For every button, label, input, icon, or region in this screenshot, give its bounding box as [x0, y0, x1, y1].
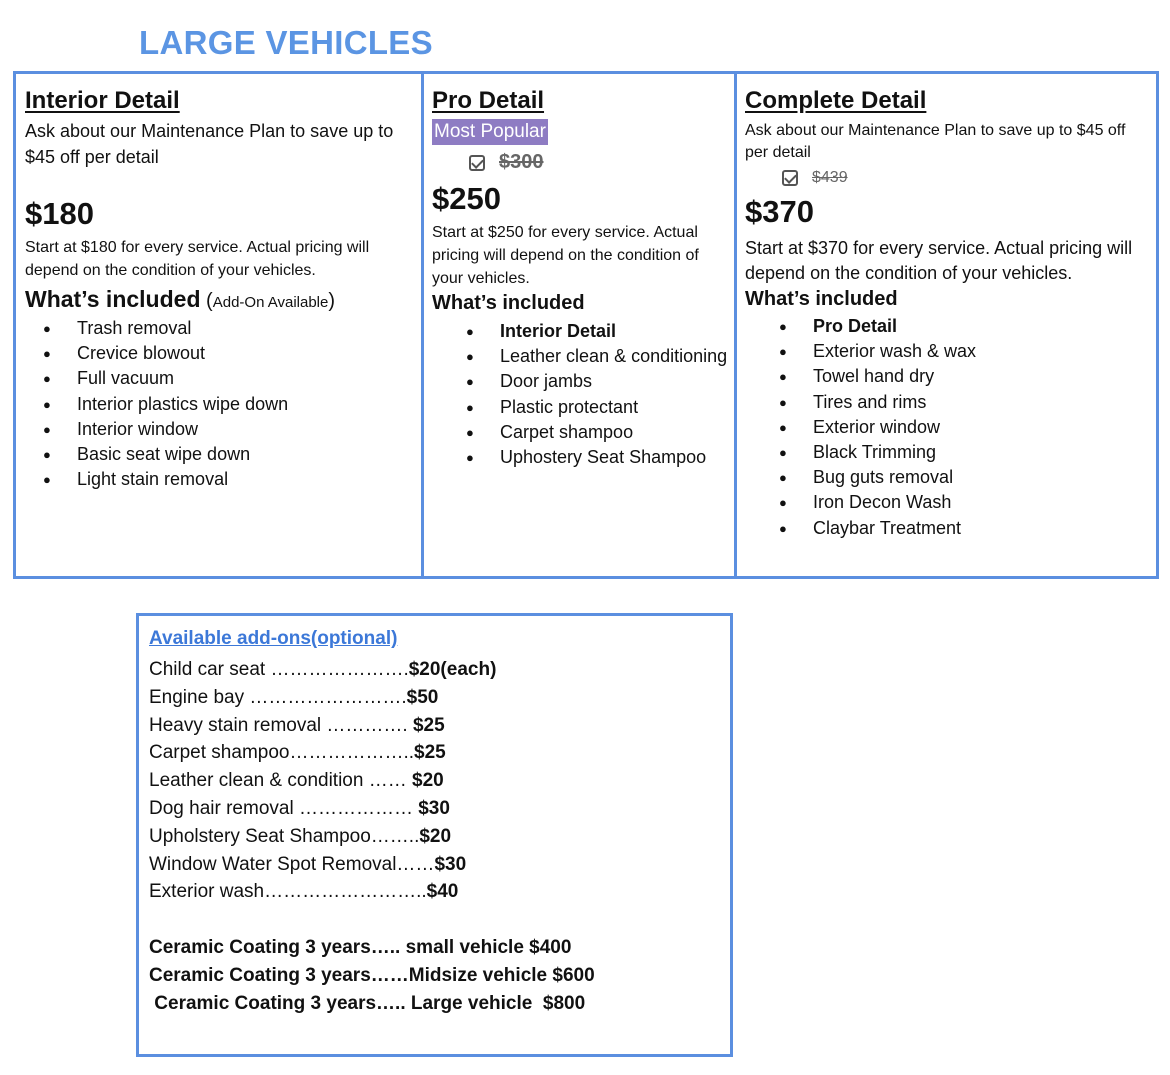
- addon-label: Exterior wash……………………..: [149, 881, 427, 903]
- included-list: [432, 319, 732, 470]
- addon-price: $50: [406, 686, 439, 708]
- ceramic-coating-row: Ceramic Coating 3 years……Midsize vehicle $600: [149, 964, 595, 986]
- addon-row: [149, 851, 496, 879]
- whats-included-heading: What’s included: [745, 288, 898, 310]
- list-item: ● Carpet shampoo: [432, 420, 732, 445]
- plan-title: Complete Detail: [745, 87, 927, 114]
- list-item: ● Exterior window: [745, 415, 1145, 440]
- addons-title[interactable]: Available add-ons(optional): [149, 628, 398, 649]
- addon-row: [149, 878, 496, 906]
- addon-price: $25: [412, 714, 445, 736]
- plan-description: Start at $370 for every service. Actual pricing will depend on the condition of your vehicles.: [745, 238, 1133, 283]
- list-item: ● Bug guts removal: [745, 465, 1145, 490]
- addons-list: [149, 656, 496, 906]
- addon-label: Upholstery Seat Shampoo……..: [149, 825, 420, 847]
- included-list: [9, 316, 409, 492]
- addon-row: [149, 739, 496, 767]
- addon-row: [149, 767, 496, 795]
- addon-row: [149, 684, 496, 712]
- whats-included-heading: What’s included: [432, 292, 585, 314]
- list-item: ● Interior Detail: [432, 319, 732, 344]
- addon-label: Engine bay …………………….: [149, 686, 407, 708]
- addon-price: $20: [419, 825, 452, 847]
- addon-price: $25: [414, 742, 446, 764]
- addon-price: $30: [418, 797, 450, 819]
- addon-price: $20(each): [408, 659, 497, 680]
- list-item: ● Trash removal: [9, 316, 409, 341]
- list-item: ● Towel hand dry: [745, 364, 1145, 389]
- checkbox-icon: [782, 170, 798, 186]
- addon-row: [149, 823, 496, 851]
- addon-price: $20: [412, 770, 444, 792]
- plan-description: Start at $180 for every service. Actual pricing will depend on the condition of your vehicles.: [25, 239, 370, 279]
- addon-row: [149, 795, 496, 823]
- page-title: LARGE VEHICLES: [139, 24, 433, 61]
- list-item: ● Door jambs: [432, 369, 732, 394]
- addon-price: $30: [434, 853, 467, 875]
- plan-price: $180: [25, 196, 94, 231]
- list-item: ● Full vacuum: [9, 366, 409, 391]
- list-item: ● Plastic protectant: [432, 395, 732, 420]
- list-item: ● Exterior wash & wax: [745, 339, 1145, 364]
- addon-available-note: Add-On Available: [212, 294, 329, 311]
- addon-paren-close: ): [328, 290, 336, 312]
- plan-description: Start at $250 for every service. Actual pricing will depend on the condition of your vehicles.: [432, 224, 699, 287]
- addon-price: $40: [426, 881, 459, 903]
- addon-paren-open: (: [200, 290, 213, 312]
- addon-label: Child car seat ………………….: [149, 659, 409, 680]
- maintenance-plan-note: Ask about our Maintenance Plan to save up to $45 off per detail: [745, 122, 1126, 161]
- plan-price: $250: [432, 181, 501, 216]
- ceramic-coating-list: [149, 934, 595, 1017]
- list-item: ● Claybar Treatment: [745, 516, 1145, 541]
- maintenance-plan-note: Ask about our Maintenance Plan to save up to $45 off per detail: [25, 121, 394, 167]
- complete-detail-card: [734, 71, 1159, 579]
- whats-included-heading: [25, 286, 335, 313]
- list-item: ● Leather clean & conditioning: [432, 344, 732, 369]
- plan-price: $370: [745, 194, 814, 229]
- old-price-row: [782, 169, 848, 187]
- list-item: ● Interior window: [9, 417, 409, 442]
- included-list: [745, 314, 1145, 541]
- list-item: ● Tires and rims: [745, 390, 1145, 415]
- addon-label: Window Water Spot Removal……: [149, 853, 435, 875]
- addon-label: Heavy stain removal ………….: [149, 714, 413, 736]
- most-popular-badge: Most Popular: [432, 119, 548, 145]
- list-item: ● Uphostery Seat Shampoo: [432, 445, 732, 470]
- plan-title: Pro Detail: [432, 87, 545, 114]
- old-price: $439: [812, 169, 848, 186]
- list-item: ● Interior plastics wipe down: [9, 392, 409, 417]
- old-price: $300: [499, 151, 544, 173]
- addon-row: [149, 656, 496, 684]
- addon-row: [149, 712, 496, 740]
- ceramic-coating-row: Ceramic Coating 3 years….. Large vehicle $800: [149, 992, 586, 1014]
- list-item: ● Black Trimming: [745, 440, 1145, 465]
- list-item: ● Basic seat wipe down: [9, 442, 409, 467]
- list-item: ● Light stain removal: [9, 467, 409, 492]
- list-item: ● Crevice blowout: [9, 341, 409, 366]
- old-price-row: [469, 151, 544, 174]
- addons-box: [136, 613, 733, 1057]
- pro-detail-card: [421, 71, 737, 579]
- plan-title: Interior Detail: [25, 87, 180, 114]
- checkbox-icon: [469, 155, 485, 171]
- list-item: ● Iron Decon Wash: [745, 490, 1145, 515]
- addon-label: Leather clean & condition ……: [149, 770, 412, 792]
- interior-detail-card: [13, 71, 424, 579]
- ceramic-coating-row: Ceramic Coating 3 years….. small vehicle $400: [149, 937, 572, 958]
- whats-included-label: What’s included: [25, 286, 201, 312]
- addon-label: Dog hair removal ………………: [149, 797, 419, 819]
- list-item: ● Pro Detail: [745, 314, 1145, 339]
- addon-label: Carpet shampoo………………..: [149, 742, 415, 764]
